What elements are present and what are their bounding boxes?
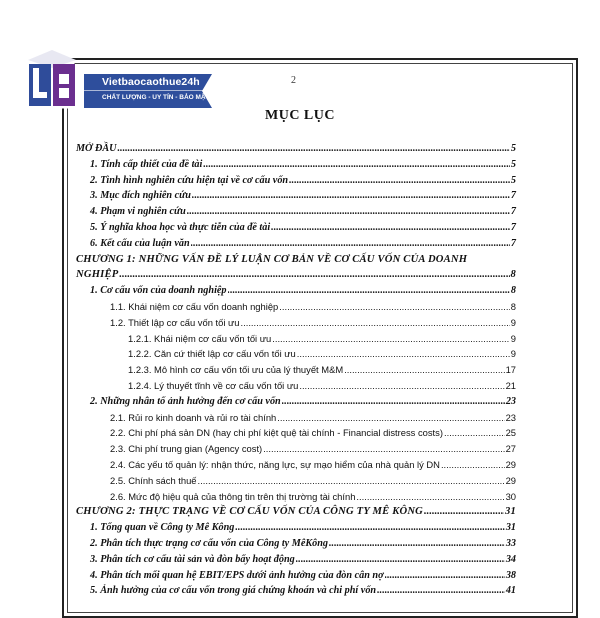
toc-entry[interactable]: 2.1. Rủi ro kinh doanh và rủi ro tài chính ..... 23 bbox=[76, 412, 516, 428]
toc-entry[interactable]: NGHIỆP ..... 8 bbox=[76, 269, 516, 285]
toc-entry[interactable]: CHƯƠNG 2: THỰC TRẠNG VỀ CƠ CẤU VỐN CỦA CÔNG TY MÊ KÔNG ..... 31 bbox=[76, 506, 516, 522]
toc-entry[interactable]: 2. Tình hình nghiên cứu hiện tại về cơ cấu vốn ..... 5 bbox=[76, 175, 516, 191]
page-number: 2 bbox=[291, 75, 296, 86]
dot-leader bbox=[271, 222, 510, 233]
toc-entry[interactable]: MỞ ĐẦU ..... 5 bbox=[76, 143, 516, 159]
dot-leader bbox=[289, 175, 510, 186]
toc-entry[interactable]: 2. Những nhân tố ảnh hưởng đến cơ cấu vốn ..... 23 bbox=[76, 396, 516, 412]
dot-leader bbox=[377, 585, 505, 596]
dot-leader bbox=[385, 570, 505, 581]
dot-leader bbox=[198, 475, 505, 486]
dot-leader bbox=[117, 143, 509, 154]
dot-leader bbox=[297, 348, 510, 359]
dot-leader bbox=[296, 554, 505, 565]
toc-entry[interactable]: 1. Cơ cấu vốn của doanh nghiệp ..... 8 bbox=[76, 285, 516, 301]
dot-leader bbox=[272, 333, 510, 344]
dot-leader bbox=[203, 159, 510, 170]
toc-entry[interactable]: 3. Mục đích nghiên cứu ..... 7 bbox=[76, 190, 516, 206]
toc-entry[interactable]: 4. Phạm vi nghiên cứu ..... 7 bbox=[76, 206, 516, 222]
dot-leader bbox=[282, 396, 505, 407]
dot-leader bbox=[263, 443, 504, 454]
dot-leader bbox=[424, 506, 504, 517]
dot-leader bbox=[187, 206, 510, 217]
toc-entry[interactable]: 6. Kết cấu của luận văn ..... 7 bbox=[76, 238, 516, 254]
site-logo[interactable] bbox=[22, 50, 212, 112]
dot-leader bbox=[444, 427, 505, 438]
toc-entry[interactable]: 2.2. Chi phí phá sản DN (hay chi phí kiệt quệ tài chính - Financial distress costs) ..... 25 bbox=[76, 427, 516, 443]
toc-entry[interactable]: 1. Tổng quan về Công ty Mê Kông ..... 31 bbox=[76, 522, 516, 538]
dot-leader bbox=[241, 317, 510, 328]
table-of-contents bbox=[76, 143, 516, 601]
toc-entry[interactable]: 1.1. Khái niệm cơ cấu vốn doanh nghiệp ..... 8 bbox=[76, 301, 516, 317]
toc-entry[interactable]: 5. Ý nghĩa khoa học và thực tiễn của đề tài ..... 7 bbox=[76, 222, 516, 238]
dot-leader bbox=[228, 285, 510, 296]
book-logo-icon bbox=[26, 50, 84, 110]
toc-entry[interactable]: 2.6. Mức độ hiệu quả của thông tin trên thị trường tài chính ..... 30 bbox=[76, 491, 516, 507]
dot-leader bbox=[277, 412, 504, 423]
toc-entry[interactable]: 1.2.4. Lý thuyết tĩnh về cơ cấu vốn tối ưu ..... 21 bbox=[76, 380, 516, 396]
toc-entry[interactable]: 1.2.1. Khái niệm cơ cấu vốn tối ưu ..... 9 bbox=[76, 333, 516, 349]
toc-entry[interactable]: 2.5. Chính sách thuế ..... 29 bbox=[76, 475, 516, 491]
brand-name: Vietbaocaothue24h bbox=[102, 76, 200, 88]
dot-leader bbox=[329, 538, 505, 549]
toc-entry[interactable]: 1.2.3. Mô hình cơ cấu vốn tối ưu của lý thuyết M&M ..... 17 bbox=[76, 364, 516, 380]
toc-entry[interactable]: 2.3. Chi phí trung gian (Agency cost) ..... 27 bbox=[76, 443, 516, 459]
toc-title: MỤC LỤC bbox=[265, 108, 335, 123]
brand-slogan: CHẤT LƯỢNG - UY TÍN - BẢO MẬT bbox=[102, 94, 210, 101]
dot-leader bbox=[279, 301, 510, 312]
dot-leader bbox=[356, 491, 504, 502]
dot-leader bbox=[441, 459, 505, 470]
toc-entry[interactable]: 2. Phân tích thực trạng cơ cấu vốn của Công ty MêKông ..... 33 bbox=[76, 538, 516, 554]
dot-leader bbox=[119, 269, 509, 280]
dot-leader bbox=[191, 238, 510, 249]
toc-chapter-heading[interactable]: CHƯƠNG 1: NHỮNG VẤN ĐỀ LÝ LUẬN CƠ BẢN VỀ CƠ CẤU VỐN CỦA DOANH bbox=[76, 253, 468, 265]
toc-entry[interactable]: 1. Tính cấp thiết của đề tài ..... 5 bbox=[76, 159, 516, 175]
toc-entry[interactable]: 5. Ảnh hưởng của cơ cấu vốn trong giá chứng khoán và chi phí vốn ..... 41 bbox=[76, 585, 516, 601]
toc-entry[interactable]: 1.2. Thiết lập cơ cấu vốn tối ưu ..... 9 bbox=[76, 317, 516, 333]
dot-leader bbox=[192, 190, 510, 201]
toc-entry[interactable]: 3. Phân tích cơ cấu tài sản và đòn bẩy hoạt động ..... 34 bbox=[76, 554, 516, 570]
toc-entry[interactable]: 2.4. Các yếu tố quản lý: nhận thức, năng lực, sự mạo hiểm của nhà quản lý DN ..... 29 bbox=[76, 459, 516, 475]
toc-entry[interactable]: 4. Phân tích mối quan hệ EBIT/EPS dưới ảnh hưởng của đòn cân nợ ..... 38 bbox=[76, 570, 516, 586]
dot-leader bbox=[299, 380, 504, 391]
dot-leader bbox=[344, 364, 504, 375]
dot-leader bbox=[235, 522, 504, 533]
toc-entry[interactable]: 1.2.2. Căn cứ thiết lập cơ cấu vốn tối ưu ..... 9 bbox=[76, 348, 516, 364]
